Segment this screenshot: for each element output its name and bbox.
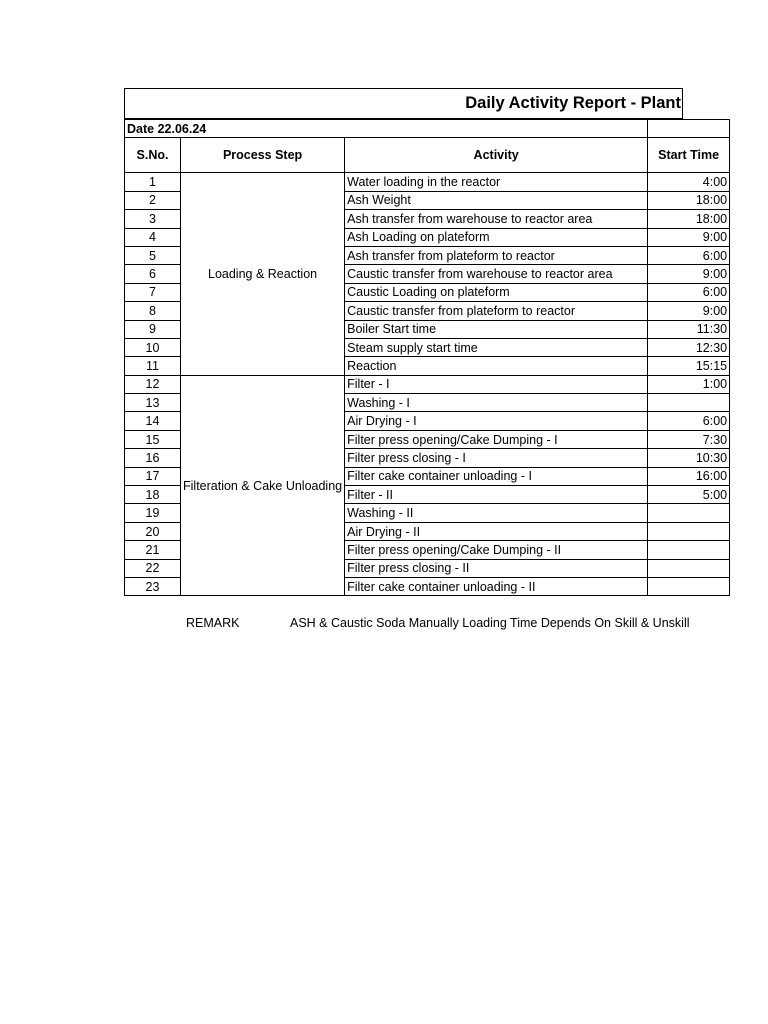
table-body bbox=[125, 120, 730, 596]
row-activity: Filter - I bbox=[345, 375, 648, 393]
row-sno: 6 bbox=[125, 265, 181, 283]
row-activity: Filter - II bbox=[345, 486, 648, 504]
row-activity: Caustic transfer from warehouse to reactor area bbox=[345, 265, 648, 283]
row-activity: Boiler Start time bbox=[345, 320, 648, 338]
header-start-time: Start Time bbox=[648, 138, 730, 173]
row-sno: 23 bbox=[125, 577, 181, 595]
row-start-time bbox=[648, 394, 730, 412]
row-sno: 8 bbox=[125, 302, 181, 320]
row-activity: Air Drying - I bbox=[345, 412, 648, 430]
row-activity: Filter cake container unloading - I bbox=[345, 467, 648, 485]
table-row bbox=[125, 173, 730, 191]
row-start-time: 11:30 bbox=[648, 320, 730, 338]
report-title: Daily Activity Report - Plant bbox=[124, 88, 683, 119]
header-process-step: Process Step bbox=[181, 138, 345, 173]
row-activity: Reaction bbox=[345, 357, 648, 375]
row-activity: Filter press closing - II bbox=[345, 559, 648, 577]
row-start-time: 15:15 bbox=[648, 357, 730, 375]
row-start-time: 9:00 bbox=[648, 302, 730, 320]
row-start-time: 5:00 bbox=[648, 486, 730, 504]
row-sno: 13 bbox=[125, 394, 181, 412]
date-empty-cell bbox=[648, 120, 730, 138]
table-row bbox=[125, 375, 730, 393]
row-start-time: 18:00 bbox=[648, 191, 730, 209]
header-activity: Activity bbox=[345, 138, 648, 173]
row-start-time: 9:00 bbox=[648, 228, 730, 246]
row-activity: Air Drying - II bbox=[345, 522, 648, 540]
row-activity: Ash Weight bbox=[345, 191, 648, 209]
row-sno: 11 bbox=[125, 357, 181, 375]
process-step-group: Loading & Reaction bbox=[181, 173, 345, 375]
row-sno: 4 bbox=[125, 228, 181, 246]
row-activity: Washing - II bbox=[345, 504, 648, 522]
row-sno: 21 bbox=[125, 541, 181, 559]
date-label: Date 22.06.24 bbox=[125, 120, 648, 138]
row-activity: Filter press closing - I bbox=[345, 449, 648, 467]
row-sno: 19 bbox=[125, 504, 181, 522]
row-start-time bbox=[648, 522, 730, 540]
row-sno: 22 bbox=[125, 559, 181, 577]
row-start-time: 18:00 bbox=[648, 210, 730, 228]
header-row bbox=[125, 138, 730, 173]
row-start-time: 7:30 bbox=[648, 430, 730, 448]
date-row bbox=[125, 120, 730, 138]
row-sno: 7 bbox=[125, 283, 181, 301]
row-sno: 16 bbox=[125, 449, 181, 467]
row-sno: 3 bbox=[125, 210, 181, 228]
row-sno: 12 bbox=[125, 375, 181, 393]
row-activity: Filter press opening/Cake Dumping - II bbox=[345, 541, 648, 559]
row-activity: Caustic Loading on plateform bbox=[345, 283, 648, 301]
row-start-time bbox=[648, 541, 730, 559]
row-activity: Water loading in the reactor bbox=[345, 173, 648, 191]
row-sno: 20 bbox=[125, 522, 181, 540]
row-sno: 10 bbox=[125, 338, 181, 356]
row-activity: Ash transfer from warehouse to reactor area bbox=[345, 210, 648, 228]
row-sno: 2 bbox=[125, 191, 181, 209]
row-start-time: 16:00 bbox=[648, 467, 730, 485]
row-activity: Ash Loading on plateform bbox=[345, 228, 648, 246]
row-sno: 1 bbox=[125, 173, 181, 191]
remark-text: ASH & Caustic Soda Manually Loading Time Depends On Skill & Unskill bbox=[290, 616, 690, 630]
row-sno: 14 bbox=[125, 412, 181, 430]
row-sno: 5 bbox=[125, 246, 181, 264]
row-activity: Filter cake container unloading - II bbox=[345, 577, 648, 595]
row-sno: 9 bbox=[125, 320, 181, 338]
row-activity: Caustic transfer from plateform to reactor bbox=[345, 302, 648, 320]
row-start-time: 4:00 bbox=[648, 173, 730, 191]
row-start-time: 6:00 bbox=[648, 283, 730, 301]
row-activity: Steam supply start time bbox=[345, 338, 648, 356]
row-start-time bbox=[648, 559, 730, 577]
row-start-time bbox=[648, 504, 730, 522]
row-start-time: 12:30 bbox=[648, 338, 730, 356]
row-activity: Washing - I bbox=[345, 394, 648, 412]
row-start-time: 10:30 bbox=[648, 449, 730, 467]
row-activity: Filter press opening/Cake Dumping - I bbox=[345, 430, 648, 448]
remark-label: REMARK bbox=[186, 616, 240, 630]
row-start-time: 1:00 bbox=[648, 375, 730, 393]
row-sno: 17 bbox=[125, 467, 181, 485]
row-sno: 18 bbox=[125, 486, 181, 504]
row-start-time: 6:00 bbox=[648, 246, 730, 264]
activity-table bbox=[124, 119, 730, 596]
row-start-time bbox=[648, 577, 730, 595]
row-start-time: 9:00 bbox=[648, 265, 730, 283]
row-activity: Ash transfer from plateform to reactor bbox=[345, 246, 648, 264]
process-step-group: Filteration & Cake Unloading bbox=[181, 375, 345, 596]
row-start-time: 6:00 bbox=[648, 412, 730, 430]
row-sno: 15 bbox=[125, 430, 181, 448]
header-sno: S.No. bbox=[125, 138, 181, 173]
